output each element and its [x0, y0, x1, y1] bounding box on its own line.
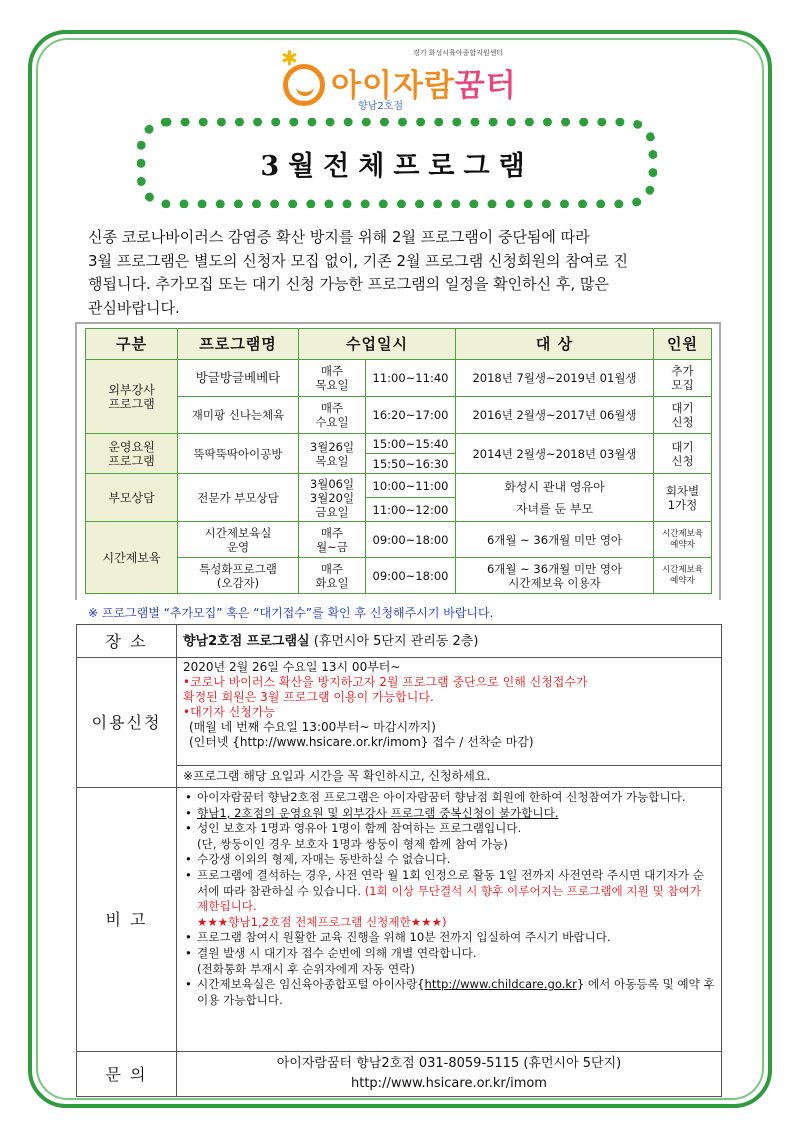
- place-value: 향남2호점 프로그램실 (휴먼시아 5단지 관리동 2층): [177, 625, 722, 658]
- star-icon: ✱: [281, 46, 298, 70]
- table-row: [86, 397, 712, 434]
- table-header-row: [86, 329, 712, 360]
- time-cell: 15:50~16:30: [366, 454, 456, 474]
- time-cell: 11:00~12:00: [366, 498, 456, 522]
- target-cell: 6개월 ~ 36개월 미만 영아 시간제보육 이용자: [456, 558, 654, 594]
- category-cell: 외부강사 프로그램: [86, 360, 178, 434]
- count-cell: 대기 신청: [654, 434, 712, 474]
- day-cell: 3월06일 3월20일 금요일: [299, 474, 366, 522]
- target-cell: 2018년 7월생~2019년 01월생: [456, 360, 654, 397]
- count-cell: 추가 모집: [654, 360, 712, 397]
- apply-label: 이용신청: [77, 658, 177, 788]
- list-item: • 수강생 이외의 형제, 자매는 동반하실 수 없습니다.: [183, 852, 715, 868]
- schedule-table: [85, 328, 712, 594]
- place-row: [77, 625, 722, 658]
- category-cell: 운영요원 프로그램: [86, 434, 178, 474]
- day-cell: 매주 목요일: [299, 360, 366, 397]
- page-title: 3월전체프로그램: [260, 150, 534, 182]
- list-item: • 결원 발생 시 대기자 접수 순번에 의해 개별 연락합니다. (전화통화 부재시 후 순위자에게 자동 연락): [183, 946, 715, 977]
- col-header: 구분: [86, 329, 178, 360]
- time-cell: 09:00~18:00: [366, 558, 456, 594]
- list-item: • 시간제보육실은 임신육아종합포털 아이사랑{http://www.childcare.go.kr} 에서 아동등록 및 예약 후 이용 가능합니다.: [183, 977, 715, 1008]
- program-cell: 시간제보육실 운영: [178, 522, 299, 558]
- table-row: [86, 522, 712, 558]
- col-header: 대 상: [456, 329, 654, 360]
- contact-link[interactable]: http://www.hsicare.or.kr/imom: [351, 1076, 547, 1091]
- logo-subtitle: 향남2호점: [358, 101, 404, 112]
- intro-paragraph: 신종 코로나바이러스 감염증 확산 방지를 위해 2월 프로그램이 중단됨에 따라 3월 프로그램은 별도의 신청자 모집 없이, 기존 2월 프로그램 신청회원의 참여로 진 행됩니다. 추가모집 또는 대기 신청 가능한 프로그램의 일정을 확인하신 후, 많은 관심바랍니다.: [88, 228, 628, 317]
- place-label: 장 소: [77, 625, 177, 658]
- time-cell: 15:00~15:40: [366, 434, 456, 454]
- info-table: [76, 624, 722, 1097]
- target-cell: 2014년 2월생~2018년 03월생: [456, 434, 654, 474]
- remarks-label: 비 고: [77, 788, 177, 1052]
- childcare-link[interactable]: http://www.childcare.go.kr: [424, 977, 577, 992]
- smile-face-icon: [283, 64, 325, 106]
- table-row: [86, 360, 712, 397]
- notice-text: ※ 프로그램별 “추가모집” 혹은 “대기접수”를 확인 후 신청해주시기 바랍니다.: [88, 606, 494, 620]
- table-row: [86, 558, 712, 594]
- list-item: • 성인 보호자 1명과 영유아 1명이 함께 참여하는 프로그램입니다. (단, 쌍둥이인 경우 보호자 1명과 쌍둥이 형제 함께 참여 가능): [183, 821, 715, 852]
- col-header: 프로그램명: [178, 329, 299, 360]
- list-item: • 프로그램에 결석하는 경우, 사전 연락 월 1회 인정으로 활동 1일 전까지 사전연락 주시면 대기자가 순서에 따라 참관하실 수 있습니다. (1회 이상 무단결석 시 향후 이루어지는 프로그램에 지원 및 참여가 제한됩니다. ★★★향남1,2호점 전체프로그램 신청제한★★★): [183, 868, 715, 930]
- remarks-list: [183, 790, 715, 1008]
- program-cell: 특성화프로그램 (오감자): [178, 558, 299, 594]
- apply-details: 2020년 2월 26일 수요일 13시 00부터~ •코로나 바이러스 확산을 방지하고자 2월 프로그램 중단으로 인해 신청접수가 확정된 회원은 3월 프로그램 이용이 가능합니다. •대기자 신청가능 (매월 네 번째 수요일 13:00부터~ 마감시까지) (인터넷 {http://www.hsicare.or.kr/imom} 접수 / 선착순 마감): [177, 658, 722, 766]
- program-cell: 뚝딱뚝딱아이공방: [178, 434, 299, 474]
- col-header: 인원: [654, 329, 712, 360]
- contact-value: 아이자람꿈터 향남2호점 031-8059-5115 (휴먼시아 5단지) http://www.hsicare.or.kr/imom: [177, 1052, 722, 1097]
- apply-row: [77, 658, 722, 766]
- day-cell: 매주 월~금: [299, 522, 366, 558]
- table-row: [86, 434, 712, 454]
- title-box: [137, 118, 657, 208]
- count-cell: 시간제보육 예약자: [654, 522, 712, 558]
- count-cell: 회차별 1가정: [654, 474, 712, 522]
- table-row: [86, 474, 712, 498]
- day-cell: 매주 수요일: [299, 397, 366, 434]
- target-cell: 화성시 관내 영유아 자녀를 둔 부모: [456, 474, 654, 522]
- logo: [281, 46, 543, 112]
- program-cell: 재미팡 신나는체육: [178, 397, 299, 434]
- target-cell: 2016년 2월생~2017년 06월생: [456, 397, 654, 434]
- day-cell: 3월26일 목요일: [299, 434, 366, 474]
- count-cell: 대기 신청: [654, 397, 712, 434]
- list-item: • 아이자람꿈터 향남2호점 프로그램은 아이자람꿈터 향남점 회원에 한하여 신청참여가 가능합니다.: [183, 790, 715, 806]
- col-header: 수업일시: [299, 329, 456, 360]
- program-cell: 전문가 부모상담: [178, 474, 299, 522]
- time-cell: 11:00~11:40: [366, 360, 456, 397]
- apply-footnote: ※프로그램 해당 요일과 시간을 꼭 확인하시고, 신청하세요.: [177, 766, 722, 788]
- list-item: • 프로그램 참여시 원활한 교육 진행을 위해 10분 전까지 입실하여 주시기 바랍니다.: [183, 930, 715, 946]
- remarks-row: [77, 788, 722, 1052]
- category-cell: 시간제보육: [86, 522, 178, 594]
- logo-title: 아이자람꿈터: [331, 68, 517, 104]
- time-cell: 16:20~17:00: [366, 397, 456, 434]
- logo-org: 경기 화성시육아종합지원센터: [413, 49, 504, 57]
- category-cell: 부모상담: [86, 474, 178, 522]
- contact-label: 문 의: [77, 1052, 177, 1097]
- list-item: • 향남1, 2호점의 운영요원 및 외부강사 프로그램 중복신청이 불가합니다.: [183, 806, 715, 822]
- program-cell: 방글방글베베타: [178, 360, 299, 397]
- count-cell: 시간제보육 예약자: [654, 558, 712, 594]
- target-cell: 6개월 ~ 36개월 미만 영아: [456, 522, 654, 558]
- remarks-list-cell: [177, 788, 722, 1052]
- time-cell: 10:00~11:00: [366, 474, 456, 498]
- contact-row: [77, 1052, 722, 1097]
- time-cell: 09:00~18:00: [366, 522, 456, 558]
- day-cell: 매주 화요일: [299, 558, 366, 594]
